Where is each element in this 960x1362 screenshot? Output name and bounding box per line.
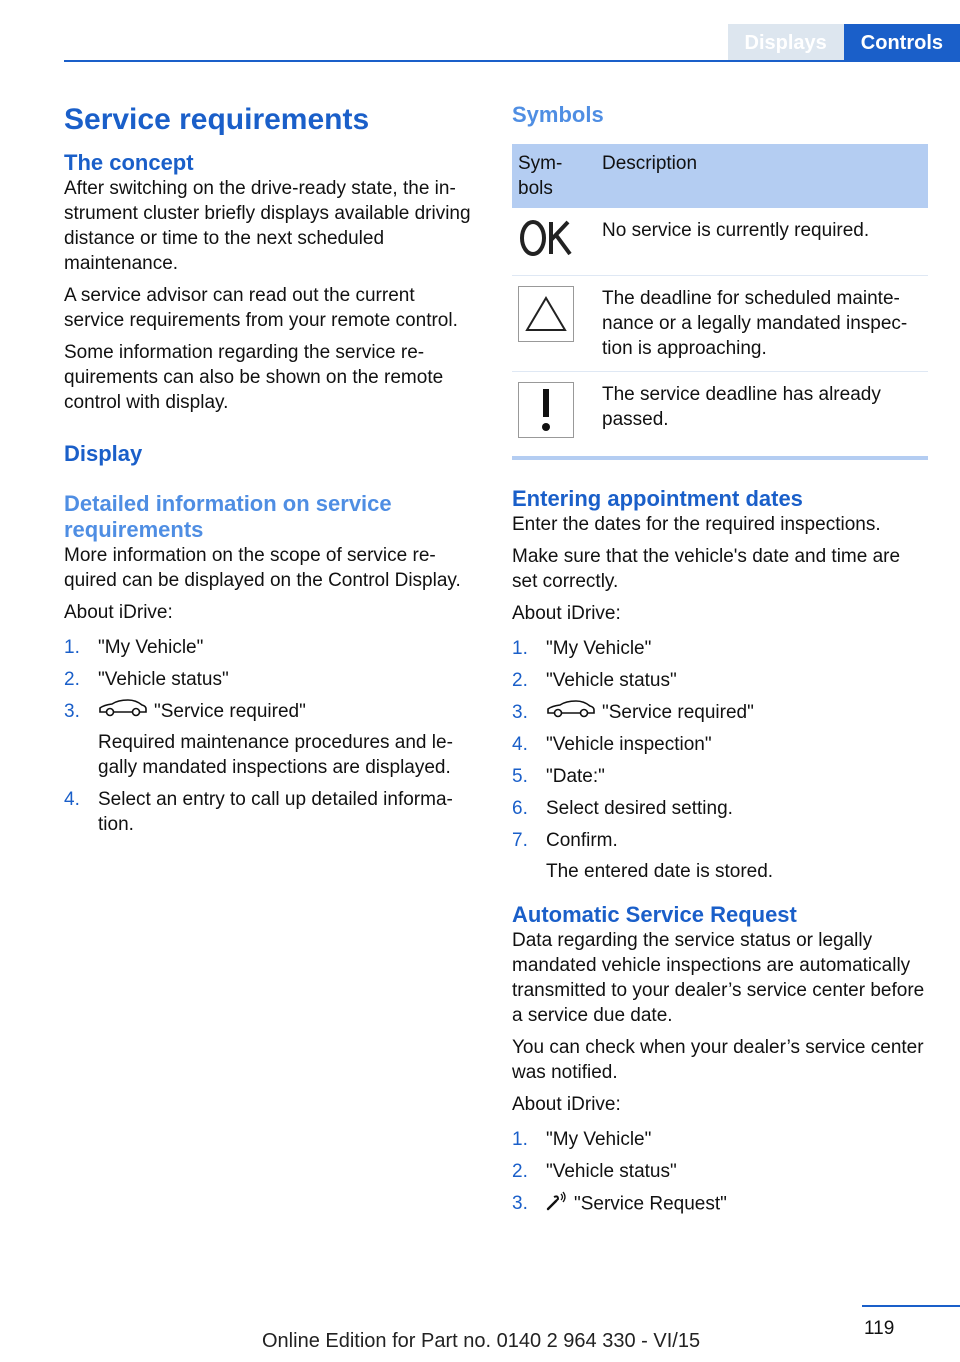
column-header-description: Description [596,144,928,208]
appointment-steps-list [512,636,928,884]
section-tabs [728,24,960,62]
list-item: 3. "Service Request" [512,1191,928,1218]
right-column [512,100,928,1226]
symbol-description: No service is currently required. [596,208,928,276]
list-item: 5. "Date:" [512,766,605,788]
edition-note: Online Edition for Part no. 0140 2 964 330 - VI/15 [262,1330,701,1352]
footer-rule [862,1305,960,1307]
table-row [512,276,928,372]
list-item: 4. "Vehicle inspection" [512,734,712,756]
list-item: 1. "My Vehicle" [64,637,204,658]
list-item: 2. "Vehicle status" [512,670,677,691]
asr-steps-list [512,1127,928,1218]
concept-paragraph-1: After switching on the drive-ready state, the instrument cluster briefly displays available driving distance or time to the next scheduled maintenance. [64,178,471,274]
list-item: 7. Confirm. The entered date is stored. [512,830,774,883]
concept-paragraph-3: Some information regarding the service requirements can also be shown on the remote control with display. [64,342,444,413]
concept-heading: The concept [64,150,194,175]
asr-paragraph-2: You can check when your dealer’s service center was notified. [512,1037,924,1084]
ok-symbol [518,242,574,263]
service-steps-list [64,635,480,837]
appointment-paragraph-2: Make sure that the vehicle's date and time are set correctly. [512,546,901,592]
list-item: 3. "Service required" [512,700,928,725]
wrench-signal-icon [546,1191,568,1218]
symbols-heading: Symbols [512,102,604,127]
appointment-heading: Entering appointment dates [512,486,803,511]
asr-paragraph-1: Data regarding the service status or legally mandated vehicle inspections are automatically transmitted to your dealer’s service center before a service due date. [512,930,925,1027]
symbol-description: The service deadline has already passed. [596,372,928,459]
symbol-description: The deadline for scheduled maintenance or a legally mandated inspection is approaching. [596,276,928,372]
table-row [512,372,928,459]
car-icon [98,699,148,724]
table-header-row [512,144,928,208]
page-title: Service requirements [64,103,370,136]
list-item: 6. Select desired setting. [512,798,733,820]
detailed-paragraph: More information on the scope of service required can be displayed on the Control Display. [64,545,461,591]
car-icon [546,700,596,725]
concept-paragraph-2: A service advisor can read out the current service requirements from your remote control. [64,285,458,331]
asr-heading: Automatic Service Request [512,902,797,928]
column-header-symbols: Symbols [512,144,596,208]
warning-triangle-icon [518,286,574,342]
list-item: 4. Select an entry to call up detailed information. [64,789,453,836]
about-idrive-label: About iDrive: [512,603,621,624]
tab-controls[interactable]: Controls [844,24,960,62]
display-heading: Display [64,441,143,466]
tab-displays[interactable]: Displays [728,24,844,62]
list-item: 1. "My Vehicle" [512,1129,652,1151]
list-item: 2. "Vehicle status" [512,1161,677,1183]
symbols-table [512,144,928,460]
detailed-heading: Detailed information on service requirements [64,491,392,542]
exclamation-icon [518,382,574,438]
asr-about-idrive-label: About iDrive: [512,1094,621,1116]
appointment-paragraph-1: Enter the dates for the required inspections. [512,514,881,535]
table-row [512,208,928,276]
about-idrive-label: About iDrive: [64,602,173,623]
list-item: 3. "Service required" Required maintenance procedures and legally mandated inspections are displayed. [64,701,453,779]
left-column [64,100,480,845]
page-number: 119 [864,1318,895,1339]
list-item: 1. "My Vehicle" [512,638,652,659]
list-item: 2. "Vehicle status" [64,669,229,690]
header-rule [64,60,960,62]
